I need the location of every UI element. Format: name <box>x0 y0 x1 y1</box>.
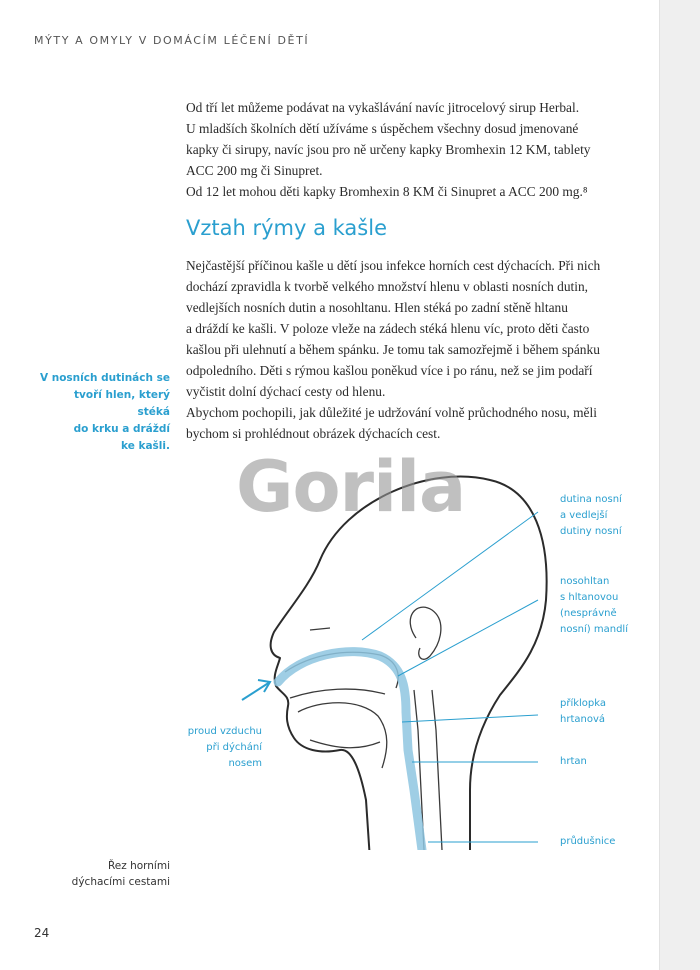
caption-line: Řez horními <box>107 860 170 872</box>
label-line: hrtanová <box>560 714 605 725</box>
label-proud <box>150 724 262 772</box>
label-prudusnice <box>560 834 615 850</box>
section-heading: Vztah rýmy a kašle <box>186 216 387 240</box>
label-line: při dýchání <box>206 742 262 753</box>
figure-caption <box>60 858 170 890</box>
mandible <box>310 740 380 748</box>
airflow-path <box>278 652 422 850</box>
head-outline <box>320 477 547 850</box>
text-line: vedlejších nosních dutin a nosohltanu. Hlen stéká po zadní stěně hltanu <box>186 300 568 315</box>
label-line: nosohltan <box>560 576 610 587</box>
sidenote <box>38 370 170 455</box>
label-line: a vedlejší <box>560 510 608 521</box>
page-margin-strip <box>659 0 700 970</box>
sidenote-line: ke kašli. <box>121 440 170 452</box>
pointer-dutina <box>362 512 538 640</box>
text-line: vyčistit dolní dýchací cesty od hlenu. <box>186 384 386 399</box>
caption-line: dýchacími cestami <box>71 876 170 888</box>
pointer-priklopka <box>402 715 538 722</box>
sidenote-line: V nosních dutinách se <box>39 372 170 384</box>
label-priklopka <box>560 696 606 728</box>
text-line: Nejčastější příčinou kašle u dětí jsou infekce horních cest dýchacích. Při nich <box>186 258 601 273</box>
airflow-arrow <box>242 680 270 700</box>
text-line: a dráždí ke kašli. V poloze vleže na zádech stéká hlenu víc, proto děti často <box>186 321 590 336</box>
text-line: dochází zpravidla k tvorbě velkého množství hlenu v oblasti nosních dutin, <box>186 279 589 294</box>
label-line: nosní) mandlí <box>560 624 628 635</box>
pointer-nosohltan <box>398 600 538 676</box>
label-line: příklopka <box>560 698 607 709</box>
label-dutina <box>560 492 622 540</box>
label-line: dutina nosní <box>560 494 622 505</box>
label-line: (nesprávně <box>560 608 617 619</box>
label-line: dutiny nosní <box>560 526 622 537</box>
tongue <box>298 703 387 768</box>
text-line: Od tří let můžeme podávat na vykašlávání navíc jitrocelový sirup Herbal. <box>186 100 580 115</box>
paragraph-cough <box>186 255 622 444</box>
label-hrtan <box>560 754 587 770</box>
text-line: U mladších školních dětí užíváme s úspěchem všechny dosud jmenované <box>186 121 579 136</box>
label-line: nosem <box>228 758 262 769</box>
eye <box>310 628 330 630</box>
label-line: hrtan <box>560 756 587 767</box>
spine-inner <box>432 690 442 850</box>
paragraph-dosage <box>186 97 622 202</box>
text-line: Od 12 let mohou děti kapky Bromhexin 8 KM či Sinupret a ACC 200 mg.⁸ <box>186 184 588 199</box>
label-line: s hltanovou <box>560 592 619 603</box>
text-line: Abychom pochopili, jak důležité je udržování volně průchodného nosu, měli <box>186 405 597 420</box>
label-nosohltan <box>560 574 628 638</box>
ear <box>410 607 441 659</box>
sidenote-line: do krku a dráždí <box>73 423 170 435</box>
palate <box>290 689 385 698</box>
text-line: odpoledního. Děti s rýmou kašlou poněkud více i po ránu, než se jim podaří <box>186 363 593 378</box>
text-line: kapky či sirupy, navíc jsou pro ně určeny kapky Bromhexin 12 KM, tablety <box>186 142 591 157</box>
text-line: kašlou při ulehnutí a během spánku. Je tomu tak samozřejmě i během spánku <box>186 342 600 357</box>
label-line: průdušnice <box>560 836 616 847</box>
text-line: bychom si prohlédnout obrázek dýchacích cest. <box>186 426 441 441</box>
sidenote-line: tvoří hlen, který stéká <box>74 389 170 418</box>
page-number: 24 <box>34 926 50 940</box>
label-line: proud vzduchu <box>187 726 262 737</box>
running-head: MÝTY A OMYLY V DOMÁCÍM LÉČENÍ DĚTÍ <box>34 34 310 47</box>
text-line: ACC 200 mg či Sinupret. <box>186 163 323 178</box>
watermark-logo: Gorila <box>236 446 466 528</box>
